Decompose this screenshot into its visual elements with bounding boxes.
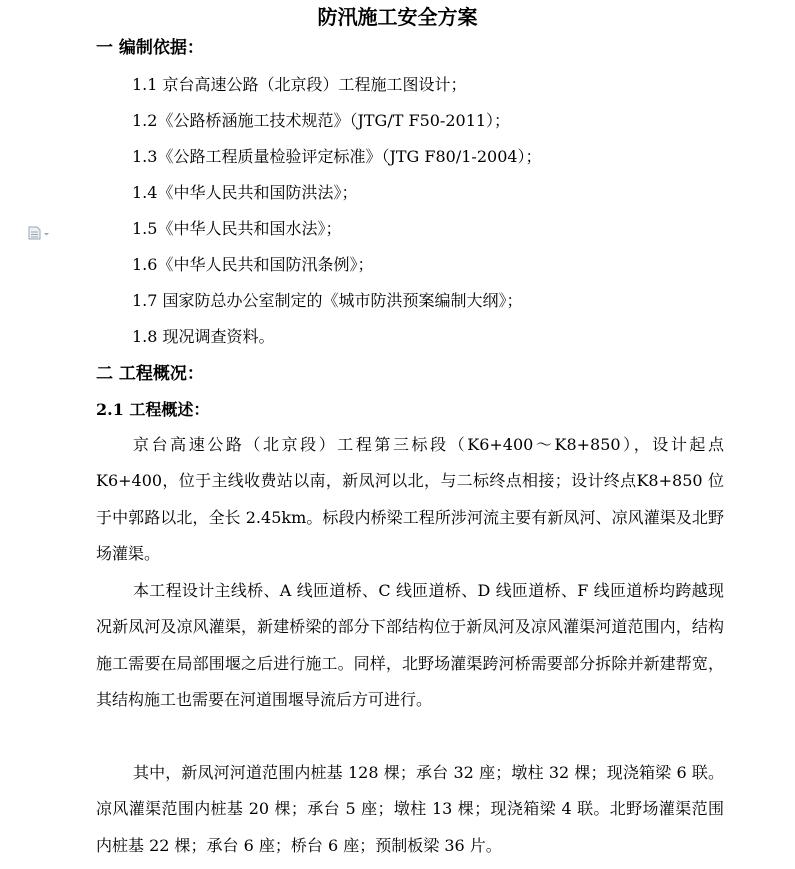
paragraph-marker-icon[interactable] [28,226,50,240]
subsection-heading: 2.1 工程概述： [96,400,210,419]
overview-paragraph-2: 本工程设计主线桥、A 线匝道桥、C 线匝道桥、D 线匝道桥、F 线匝道桥均跨越现况新凤河及凉风灌渠，新建桥梁的部分下部结构位于新凤河及凉风灌渠河道范围内，结构施工需要在局部围堰之后进行施工。同样，北野场灌渠跨河桥需要部分拆除并新建帮宽，其结构施工也需要在河道围堰导流后方可进行。 [96,581,724,709]
basis-item-6: 1.6《中华人民共和国防汛条例》； [132,255,374,274]
basis-item-5: 1.5《中华人民共和国水法》； [132,219,342,238]
basis-item-2: 1.2《公路桥涵施工技术规范》（JTG/T F50-2011）； [132,111,511,130]
basis-item-8: 1.8 现况调查资料。 [132,327,275,346]
basis-item-4: 1.4《中华人民共和国防洪法》； [132,183,358,202]
section-heading-overview: 二 工程概况： [96,364,204,384]
basis-item-3: 1.3《公路工程质量检验评定标准》（JTG F80/1-2004）； [132,147,542,166]
document-title: 防汛施工安全方案 [317,5,478,29]
section-heading-basis: 一 编制依据： [96,38,204,58]
basis-item-1: 1.1 京台高速公路（北京段）工程施工图设计； [132,75,467,94]
basis-item-7: 1.7 国家防总办公室制定的《城市防洪预案编制大纲》； [132,291,523,310]
overview-paragraph-3: 其中，新凤河河道范围内桩基 128 棵；承台 32 座；墩柱 32 棵；现浇箱梁 6 联。凉风灌渠范围内桩基 20 棵；承台 5 座；墩柱 13 棵；现浇箱梁 4 联。北野场灌渠范围内桩基 22 棵；承台 6 座；桥台 6 座；预制板梁 36 片。 [96,763,724,855]
overview-paragraph-1: 京台高速公路（北京段）工程第三标段（K6+400～K8+850），设计起点K6+400，位于主线收费站以南，新凤河以北，与二标终点相接；设计终点K8+850 位于中郭路以北，全长 2.45km。标段内桥梁工程所涉河流主要有新凤河、凉风灌渠及北野场灌渠。 [96,435,724,563]
